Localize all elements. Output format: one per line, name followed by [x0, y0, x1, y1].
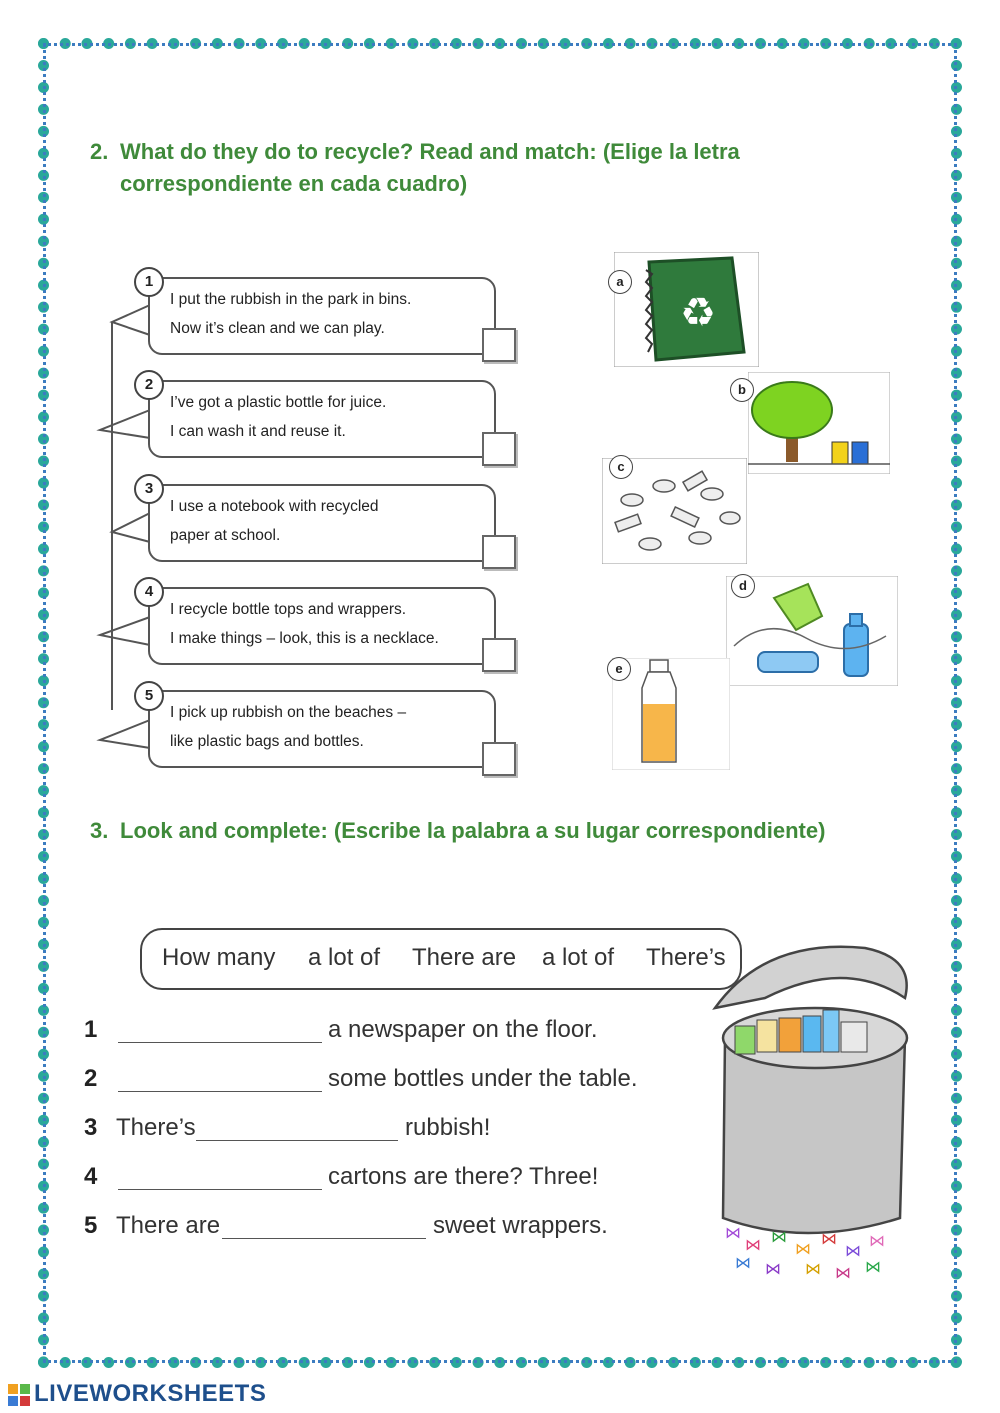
- svg-text:⋈: ⋈: [771, 1227, 787, 1246]
- answer-box-3[interactable]: [482, 535, 516, 569]
- statement-number-5: 5: [134, 681, 164, 711]
- svg-text:♻: ♻: [680, 290, 716, 336]
- svg-text:⋈: ⋈: [865, 1257, 881, 1276]
- sentence-2-after: some bottles under the table.: [328, 1065, 638, 1092]
- section2-heading: [90, 136, 740, 200]
- statement-1-line1: I put the rubbish in the park in bins.: [170, 291, 412, 308]
- word-bank: [140, 928, 742, 990]
- statement-1-line2: Now it’s clean and we can play.: [170, 320, 385, 337]
- word-bank-item-5[interactable]: There’s: [646, 944, 726, 971]
- word-bank-item-3[interactable]: There are: [412, 944, 517, 971]
- answer-box-2[interactable]: [482, 432, 516, 466]
- section2-title-line2: correspondiente en cada cuadro): [120, 171, 468, 196]
- recycled-notebook-icon: [614, 252, 759, 367]
- picture-label-e: e: [607, 657, 631, 681]
- svg-text:⋈: ⋈: [725, 1223, 741, 1242]
- sentence-5-after: sweet wrappers.: [433, 1212, 608, 1239]
- statement-3-line1: I use a notebook with recycled: [170, 498, 379, 515]
- section3-number: 3.: [90, 818, 109, 843]
- svg-text:⋈: ⋈: [805, 1259, 821, 1278]
- svg-text:⋈: ⋈: [735, 1253, 751, 1272]
- statement-4-line2: I make things – look, this is a necklace.: [170, 630, 439, 647]
- answer-box-1[interactable]: [482, 328, 516, 362]
- picture-label-b: b: [730, 378, 754, 402]
- statement-bubble-3: [148, 484, 496, 562]
- word-bank-item-1[interactable]: How many: [162, 944, 276, 971]
- answer-box-5[interactable]: [482, 742, 516, 776]
- picture-label-d: d: [731, 574, 755, 598]
- section3-title: Look and complete: (Escribe la palabra a su lugar correspondiente): [120, 818, 826, 843]
- statement-5-line1: I pick up rubbish on the beaches –: [170, 704, 407, 721]
- statement-number-4: 4: [134, 577, 164, 607]
- sentence-number-2: 2: [84, 1065, 98, 1092]
- sentence-number-4: 4: [84, 1163, 98, 1190]
- sentence-5-before: There are: [116, 1212, 221, 1239]
- section2-title-line1: What do they do to recycle? Read and match: (Elige la letra: [120, 139, 740, 164]
- svg-text:⋈: ⋈: [765, 1259, 781, 1278]
- sentence-1: [84, 1016, 684, 1048]
- sentence-1-blank[interactable]: [118, 1042, 322, 1043]
- sentence-2-blank[interactable]: [118, 1091, 322, 1092]
- sentence-4-blank[interactable]: [118, 1189, 322, 1190]
- statement-number-1: 1: [134, 267, 164, 297]
- svg-text:⋈: ⋈: [821, 1229, 837, 1248]
- statement-2-line2: I can wash it and reuse it.: [170, 423, 346, 440]
- section3-heading: [90, 815, 825, 847]
- word-bank-item-4[interactable]: a lot of: [542, 944, 615, 971]
- svg-text:⋈: ⋈: [835, 1263, 851, 1282]
- sentence-3: [84, 1114, 684, 1146]
- statement-bubble-1: [148, 277, 496, 355]
- liveworksheets-brand: [8, 1380, 266, 1408]
- svg-text:⋈: ⋈: [869, 1231, 885, 1250]
- answer-box-4[interactable]: [482, 638, 516, 672]
- picture-label-c: c: [609, 455, 633, 479]
- statement-5-line2: like plastic bags and bottles.: [170, 733, 364, 750]
- liveworksheets-logo-icon: [8, 1384, 30, 1406]
- brand-text: LIVEWORKSHEETS: [34, 1380, 267, 1407]
- statement-3-line2: paper at school.: [170, 527, 281, 544]
- sentence-3-before: There’s: [116, 1114, 196, 1141]
- statement-bubble-4: [148, 587, 496, 665]
- rubbish-bin-icon: [695, 938, 925, 1288]
- statement-bubble-2: [148, 380, 496, 458]
- sentence-3-after: rubbish!: [405, 1114, 491, 1141]
- statement-bubble-5: [148, 690, 496, 768]
- statement-2-line1: I’ve got a plastic bottle for juice.: [170, 394, 387, 411]
- word-bank-item-2[interactable]: a lot of: [308, 944, 381, 971]
- sentence-1-after: a newspaper on the floor.: [328, 1016, 598, 1043]
- sentence-4: [84, 1163, 684, 1195]
- picture-label-a: a: [608, 270, 632, 294]
- sentence-5: [84, 1212, 684, 1244]
- svg-text:⋈: ⋈: [845, 1241, 861, 1260]
- svg-text:⋈: ⋈: [795, 1239, 811, 1258]
- svg-text:⋈: ⋈: [745, 1235, 761, 1254]
- sentence-5-blank[interactable]: [222, 1238, 426, 1239]
- sentence-3-blank[interactable]: [196, 1140, 398, 1141]
- sentence-4-after: cartons are there? Three!: [328, 1163, 599, 1190]
- sentence-2: [84, 1065, 684, 1097]
- statement-4-line1: I recycle bottle tops and wrappers.: [170, 601, 407, 618]
- tree-bins-icon: [748, 372, 890, 474]
- sentence-number-3: 3: [84, 1114, 98, 1141]
- statement-number-3: 3: [134, 474, 164, 504]
- section2-number: 2.: [90, 139, 109, 164]
- statement-number-2: 2: [134, 370, 164, 400]
- sentence-number-5: 5: [84, 1212, 98, 1239]
- juice-bottle-icon: [612, 658, 730, 770]
- sentence-number-1: 1: [84, 1016, 98, 1043]
